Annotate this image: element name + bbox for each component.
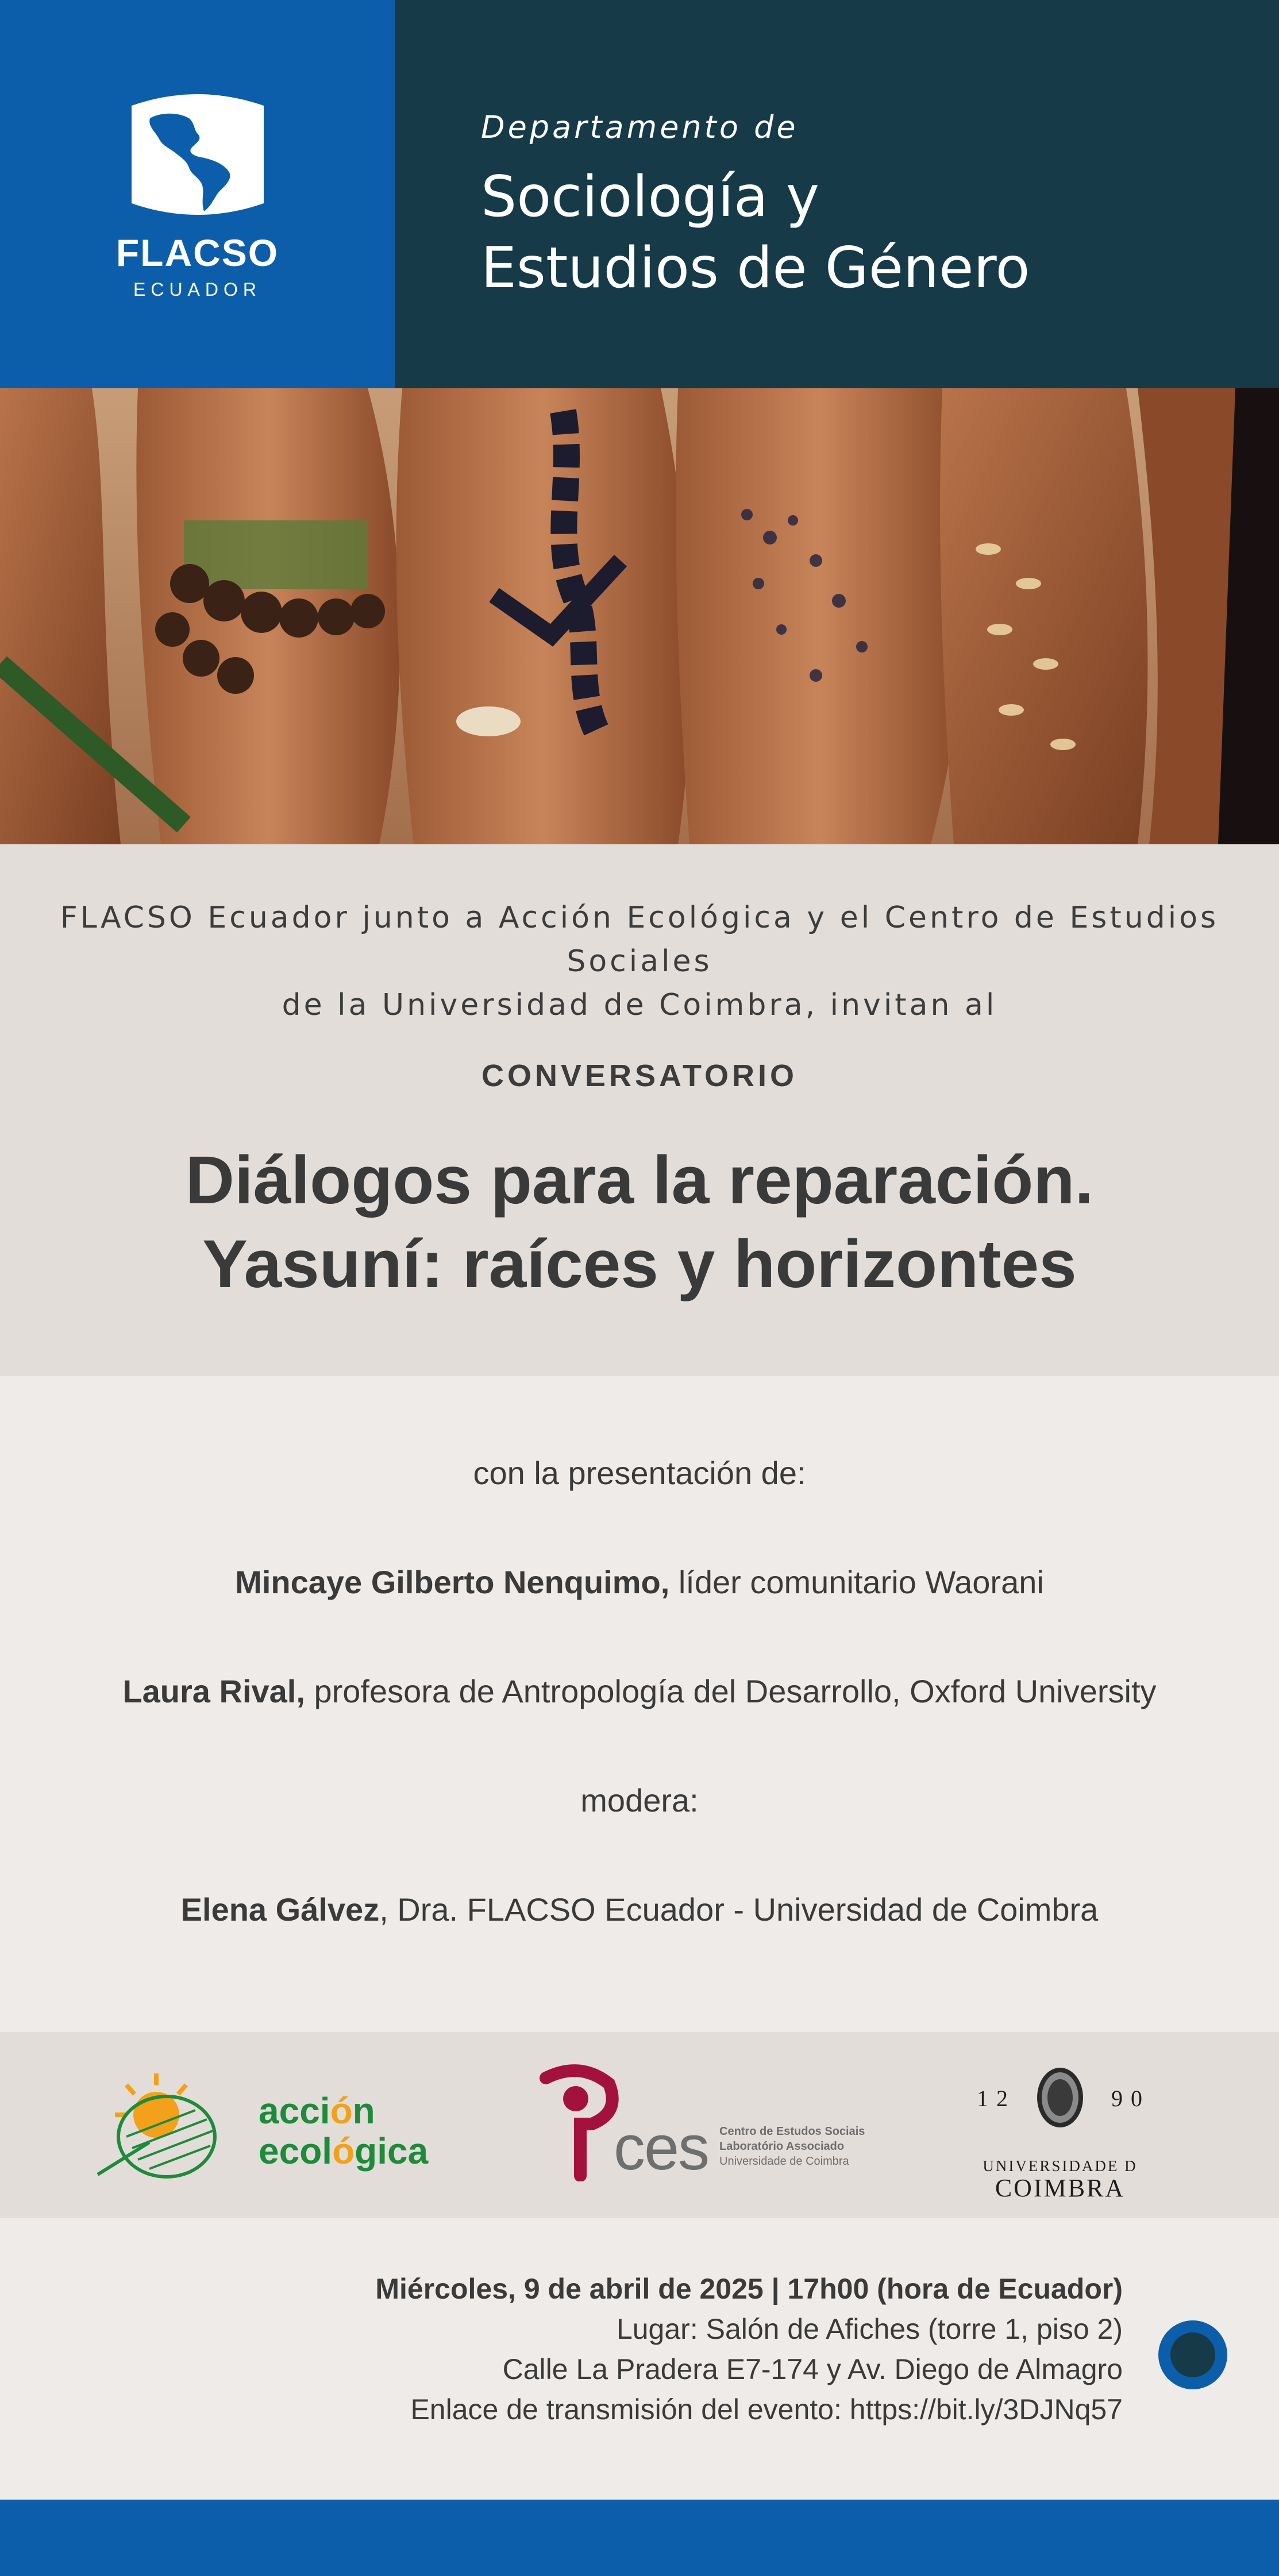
uc-name-line2: COIMBRA [995,2174,1126,2202]
partner-logos [0,2032,1279,2218]
event-address: Calle La Pradera E7-174 y Av. Diego de Almagro [502,2353,1123,2385]
moderator-label: modera: [580,1782,699,1818]
event-details [0,2218,1279,2500]
ces-desc-line2: Laboratório Associado [719,2140,845,2153]
event-title-line1: Diálogos para la reparación. [185,1142,1094,1218]
ae-word-f: gica [355,2130,429,2172]
coimbra-seal-icon [1035,2067,1085,2129]
accion-ecologica-logo [92,2062,460,2188]
ces-desc-line3: Universidade de Coimbra [719,2155,849,2168]
uc-year-left: 1 2 [977,2085,1009,2111]
ae-word-e: ó [332,2130,355,2172]
leaf-sun-icon [92,2062,230,2188]
ae-word-d: ecol [259,2130,333,2172]
event-place: Lugar: Salón de Afiches (torre 1, piso 2) [616,2313,1123,2345]
speaker-1-name: Mincaye Gilberto Nenquimo, [235,1564,670,1600]
invitation-intro-line2: de la Universidad de Coimbra, invitan al [282,988,997,1022]
footer-bar [0,2500,1279,2576]
speaker-2-name: Laura Rival, [122,1673,305,1709]
hero-photo-illustration [0,388,1279,844]
ae-word-a: acci [259,2090,330,2131]
speaker-2 [0,1673,1279,1710]
event-details-text [375,2269,1123,2430]
date-time [375,2269,1123,2309]
moderator [0,1891,1279,1928]
logo-subtitle: ECUADOR [133,279,261,300]
americas-map-icon [127,88,268,221]
presentation-label: con la presentación de: [473,1455,806,1491]
accion-ecologica-wordmark [259,2091,428,2171]
ces-description [719,2124,865,2169]
department-block [395,0,1279,388]
ces-wordmark: ces [614,2112,709,2183]
event-title-line2: Yasuní: raíces y horizontes [202,1226,1077,1302]
event-stream-link[interactable]: Enlace de transmisión del evento: https://bit.ly/3DJNq57 [410,2393,1123,2426]
invitation-section [0,844,1279,1376]
department-title-line2: Estudios de Género [481,235,1030,301]
uc-year-right: 9 0 [1111,2085,1143,2111]
speakers-section [0,1376,1279,2032]
department-title [481,161,1279,304]
invitation-intro [0,896,1279,1027]
department-prefix: Departamento de [481,109,799,145]
header [0,0,1279,388]
hero-photo [0,388,1279,844]
flacso-logo [0,0,395,388]
speaker-1 [0,1563,1279,1601]
universidade-coimbra-logo [977,2055,1143,2202]
event-type: CONVERSATORIO [481,1059,798,1093]
speaker-2-role: profesora de Antropología del Desarrollo, Oxford University [305,1673,1157,1709]
ae-word-b: ó [330,2090,353,2131]
invitation-intro-line1: FLACSO Ecuador junto a Acción Ecológica y el Centro de Estudios Sociales [60,901,1219,979]
department-title-line1: Sociología y [481,164,820,230]
logo-name: FLACSO [115,231,279,274]
date-separator: | [763,2273,788,2305]
speaker-1-role: líder comunitario Waorani [669,1564,1044,1600]
event-date: Miércoles, 9 de abril de 2025 [375,2273,764,2305]
ae-word-c: n [352,2090,375,2131]
ces-mark-icon [534,2061,621,2181]
event-time: 17h00 (hora de Ecuador) [787,2273,1123,2305]
decorative-dot-icon [1158,2320,1227,2389]
ces-logo [534,2061,902,2187]
ces-desc-line1: Centro de Estudos Sociais [719,2125,865,2138]
moderator-name: Elena Gálvez [180,1891,380,1928]
uc-name-line1: UNIVERSIDADE D [983,2157,1138,2175]
moderator-role: , Dra. FLACSO Ecuador - Universidad de Coimbra [379,1891,1099,1928]
event-title [0,1138,1279,1306]
